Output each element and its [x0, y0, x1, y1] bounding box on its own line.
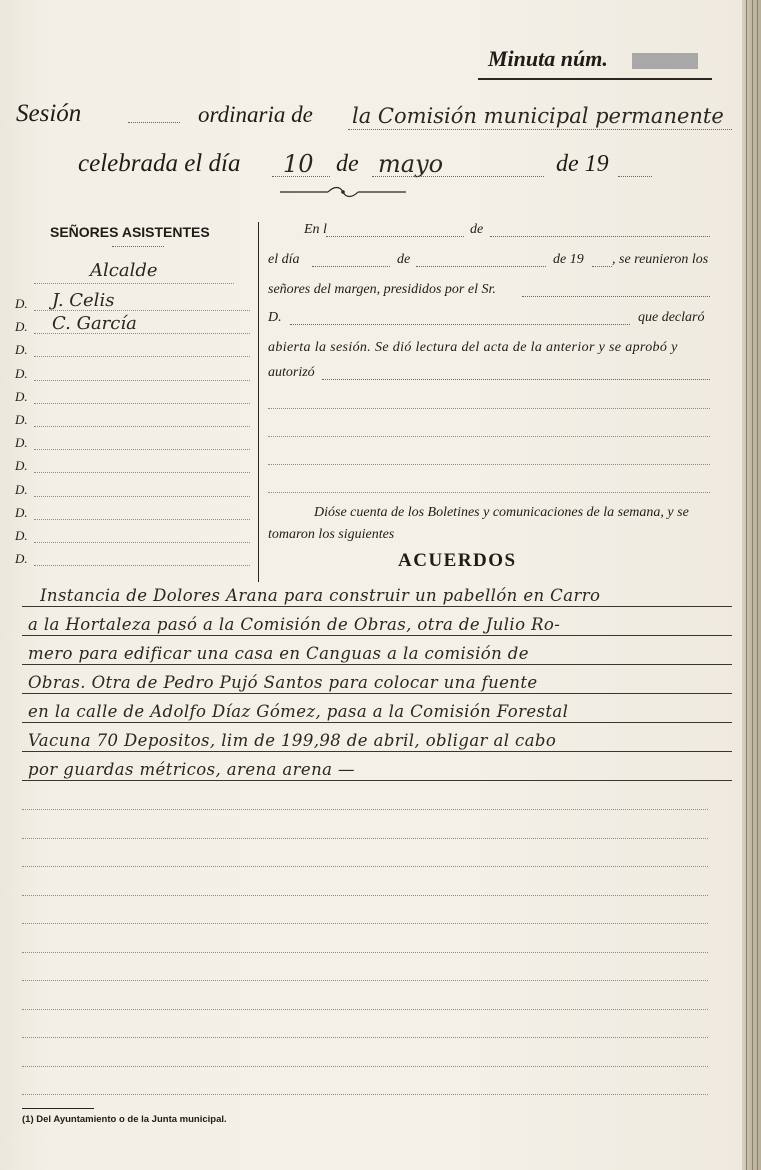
acuerdos-title: ACUERDOS [398, 550, 517, 571]
day-dots [272, 176, 330, 177]
book-edge [742, 0, 761, 1170]
autorizo-label: autorizó [268, 365, 315, 380]
asistente-prefix: D. [15, 319, 28, 335]
day-value: 10 [283, 150, 314, 178]
acuerdo-handwritten-line: Instancia de Dolores Arana para construir un pabellón en Carro [40, 586, 601, 605]
asistente-prefix: D. [15, 365, 28, 381]
commission-handwritten: la Comisión municipal permanente [352, 104, 724, 128]
asistente-prefix: D. [15, 504, 28, 520]
blank-rule [22, 952, 708, 953]
en-label: En l [304, 222, 327, 237]
ordinaria-text: ordinaria de [198, 102, 313, 127]
de19-label: de 19 [553, 252, 584, 267]
de19-dots [592, 266, 612, 267]
blank-rule [22, 923, 708, 924]
blank-rule [22, 1094, 708, 1095]
autorizo-dots [322, 379, 710, 380]
month-dots [372, 176, 544, 177]
intro-line-4 [268, 492, 710, 493]
blank-rule [22, 866, 708, 867]
acuerdo-handwritten-line: a la Hortaleza pasó a la Comisión de Obras, otra de Julio Ro- [28, 615, 561, 634]
asistente-line [34, 542, 250, 543]
celebrada-label: celebrada el día [78, 150, 241, 177]
asistente-name: C. García [52, 313, 137, 335]
ghost-text [360, 930, 363, 941]
acuerdo-line-rule [22, 635, 732, 636]
intro-line-1 [268, 408, 710, 409]
acuerdo-handwritten-line: por guardas métricos, arena arena — [28, 760, 355, 779]
intro-line-3 [268, 464, 710, 465]
alcalde-line [34, 283, 234, 284]
blank-rule [22, 980, 708, 981]
blank-rule [22, 838, 708, 839]
asistente-prefix: D. [15, 528, 28, 543]
asistente-prefix: D. [15, 551, 28, 567]
blank-rule [22, 1066, 708, 1067]
de2-label: de [397, 252, 411, 267]
minuta-number-redacted [632, 53, 698, 69]
minuta-label: Minuta núm. [488, 46, 608, 71]
month-value: mayo [378, 150, 444, 178]
asistente-line [34, 565, 250, 566]
asistente-line [34, 472, 250, 473]
asistente-line [34, 426, 250, 427]
sesion-label: Sesión [16, 100, 82, 127]
blank-rule [22, 895, 708, 896]
year-dots [618, 176, 652, 177]
asistente-line [34, 449, 250, 450]
boletines-line-2: tomaron los siguientes [268, 527, 395, 542]
blank-rule [22, 1009, 708, 1010]
asistente-line [34, 496, 250, 497]
acuerdo-line-rule [22, 751, 732, 752]
senores-dots [522, 296, 710, 297]
footnote: (1) Del Ayuntamiento o de la Junta municipal. [22, 1114, 227, 1125]
acuerdo-line-rule [22, 606, 732, 607]
el-dia-dots [312, 266, 390, 267]
boletines-line-1: Dióse cuenta de los Boletines y comunicaciones de la semana, y se [314, 505, 689, 520]
alcalde-label: Alcalde [90, 260, 158, 281]
asistente-line [34, 380, 250, 381]
asistente-prefix: D. [15, 435, 28, 451]
de-label-1: de [336, 151, 359, 177]
asistente-prefix: D. [15, 481, 28, 497]
acuerdo-line-rule [22, 693, 732, 694]
acuerdo-line-rule [22, 664, 732, 665]
d-label: D. [268, 310, 282, 325]
d-dots [290, 324, 630, 325]
acuerdo-handwritten-line: Obras. Otra de Pedro Pujó Santos para colocar una fuente [28, 673, 538, 692]
acuerdo-handwritten-line: mero para edificar una casa en Canguas a la comisión de [28, 644, 529, 663]
asistente-prefix: D. [15, 342, 28, 358]
en-de-label: de [470, 222, 484, 237]
asistente-prefix: D. [15, 412, 28, 427]
el-dia-label: el día [268, 252, 300, 267]
en-de-dots [490, 236, 710, 237]
asistente-prefix: D. [15, 458, 28, 474]
asistente-name: J. Celis [52, 290, 115, 311]
en-dots [326, 236, 464, 237]
sesion-dots [128, 122, 180, 123]
acuerdo-handwritten-line: en la calle de Adolfo Díaz Gómez, pasa a la Comisión Forestal [28, 702, 569, 721]
acuerdo-handwritten-line: Vacuna 70 Depositos, lim de 199,98 de abril, obligar al cabo [28, 731, 557, 750]
blank-rule [22, 809, 708, 810]
column-divider [258, 222, 259, 582]
blank-rule [22, 1037, 708, 1038]
reunieron-label: , se reunieron los [612, 252, 709, 267]
asistente-prefix: D. [15, 388, 28, 404]
asistente-prefix: D. [15, 296, 28, 311]
acuerdo-line-rule [22, 780, 732, 781]
ornament-divider [278, 185, 408, 199]
asistente-line [34, 403, 250, 404]
asistentes-title-ornament [112, 246, 164, 247]
senores-label: señores del margen, presididos por el Sr. [268, 282, 496, 297]
que-declaro-label: que declaró [638, 310, 705, 325]
de2-dots [416, 266, 546, 267]
asistente-line [34, 519, 250, 520]
footnote-rule [22, 1108, 94, 1109]
intro-line-2 [268, 436, 710, 437]
de-label-2: de 19 [556, 151, 609, 177]
asistente-line [34, 356, 250, 357]
acuerdo-line-rule [22, 722, 732, 723]
asistentes-title: SEÑORES ASISTENTES [50, 224, 210, 240]
abierta-text: abierta la sesión. Se dió lectura del acta de la anterior y se aprobó y [268, 340, 678, 355]
minuta-underline [478, 78, 712, 80]
header-line-1 [348, 129, 732, 130]
